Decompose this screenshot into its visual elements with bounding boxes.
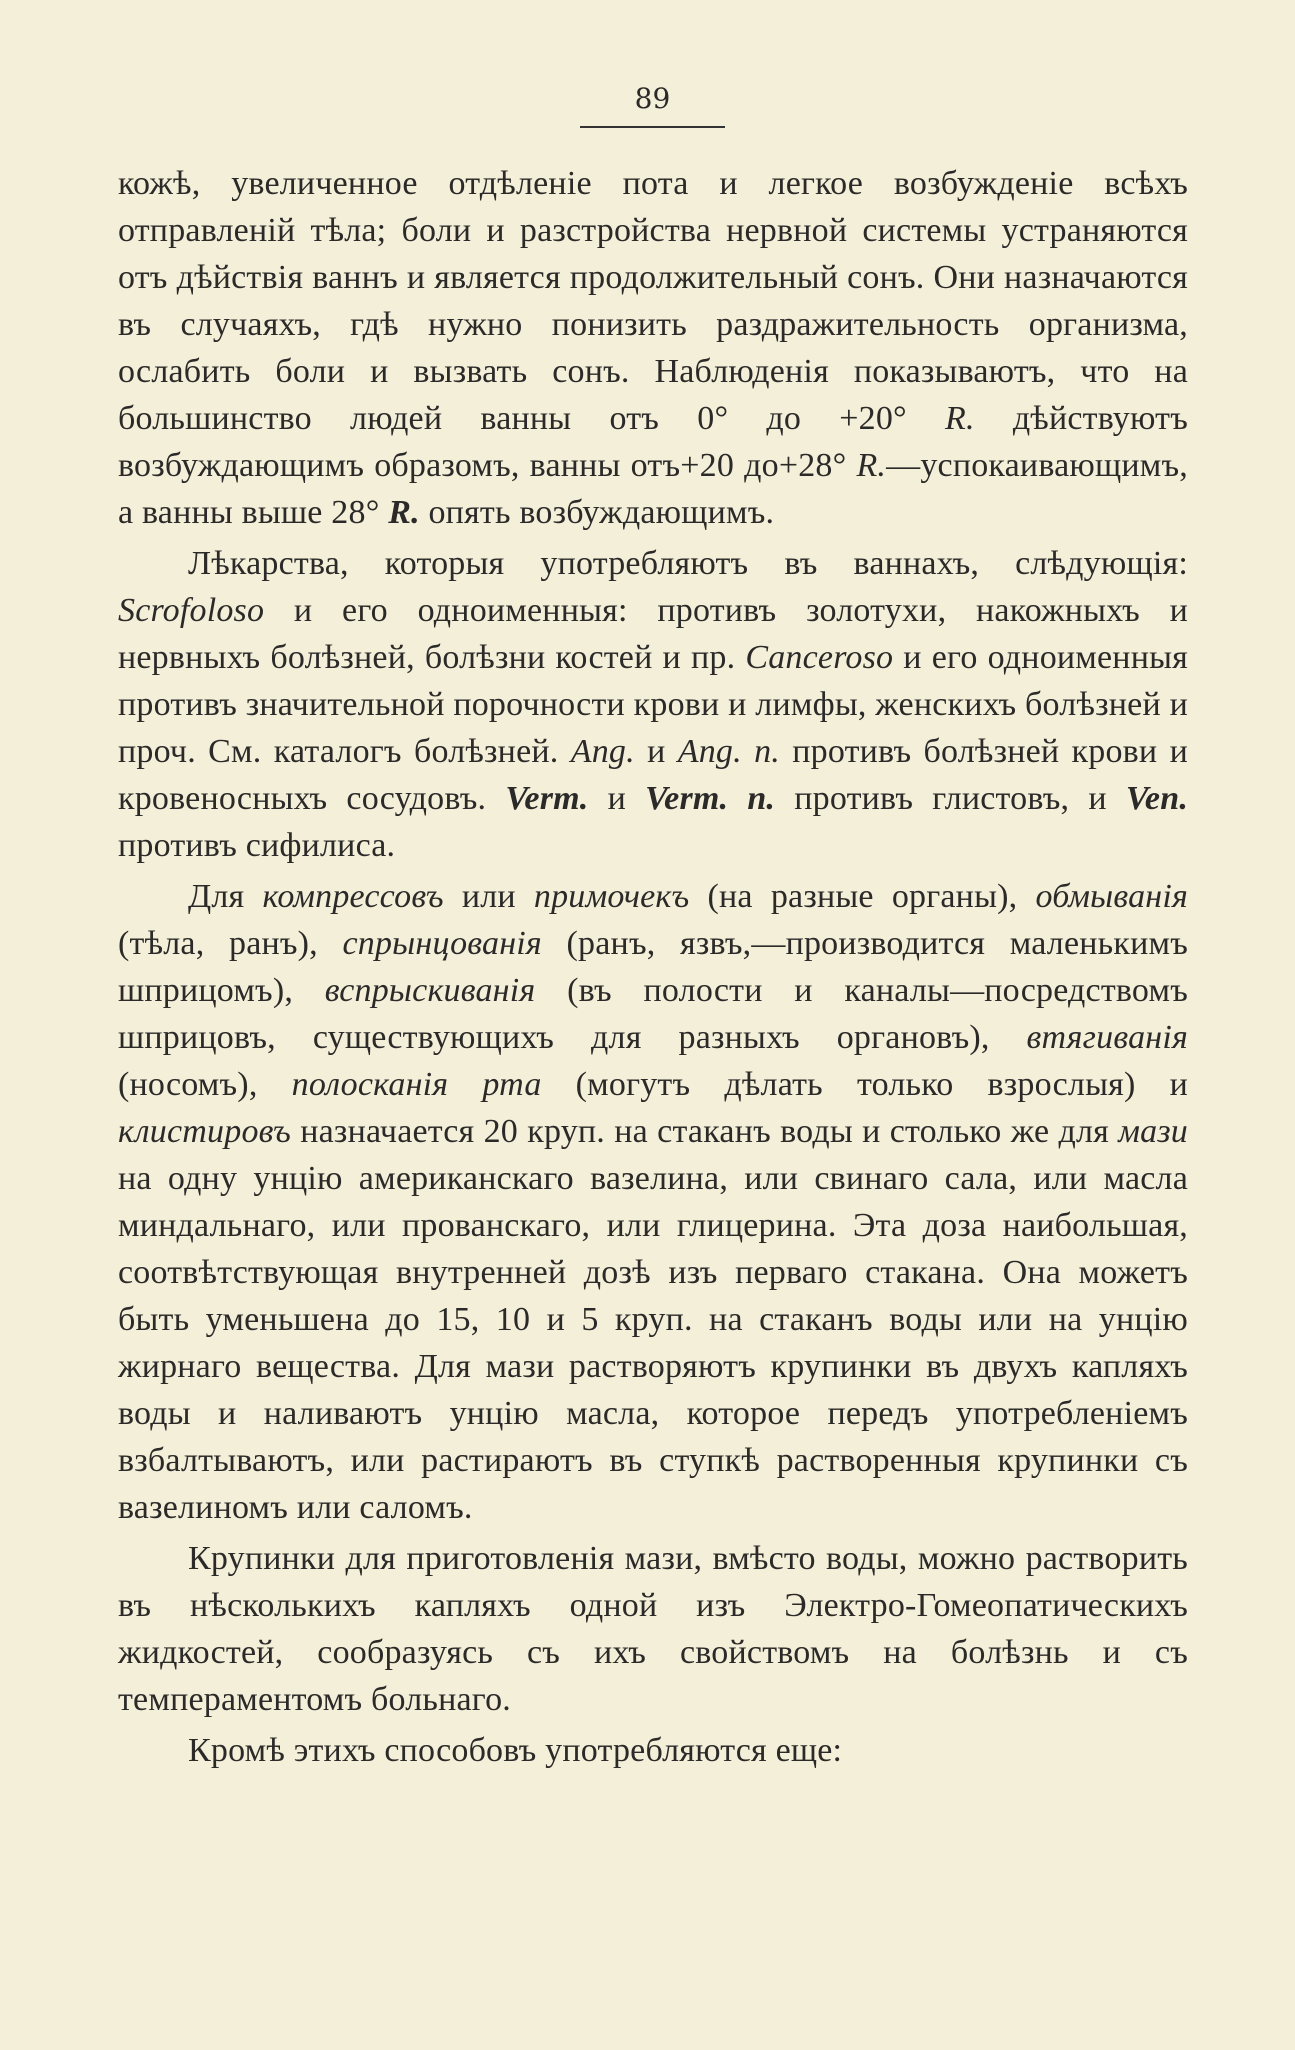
body-text xyxy=(118,160,1188,1774)
text-run: противъ сифилиса. xyxy=(118,827,396,864)
italic-term: R. xyxy=(856,447,887,484)
text-run: Для xyxy=(188,878,263,915)
text-run: кожѣ, увеличенное отдѣленіе пота и легкое возбужденіе всѣхъ отправленій тѣла; боли и разстройства нервной системы устраняются отъ дѣйствія ваннъ и является продолжительный сонъ. Они назначаются въ случаяхъ, гдѣ нужно понизить раздражительность организма, ослабить боли и вызвать сонъ. Наблюденія показываютъ, что на большинство людей ванны отъ 0° до +20° xyxy=(118,165,1188,437)
text-run: опять возбуждающимъ. xyxy=(419,494,775,531)
text-run: и его одноименныя: противъ золотухи, накожныхъ и нервныхъ болѣзней, болѣзни костей и пр. xyxy=(118,592,1188,676)
text-run: (ранъ, язвъ,—производится маленькимъ шприцомъ), xyxy=(118,925,1188,1009)
text-run: Лѣкарства, которыя употребляютъ въ ваннахъ, слѣдующія: xyxy=(188,545,1188,582)
bold-italic-term: Verm. n. xyxy=(645,780,776,817)
text-run: (могутъ дѣлать только взрослыя) и xyxy=(541,1066,1188,1103)
italic-term: Canceroso xyxy=(745,639,894,676)
italic-term: примочекъ xyxy=(533,878,690,915)
text-run: или xyxy=(443,878,534,915)
text-run: (на разные органы), xyxy=(689,878,1036,915)
text-run: Крупинки для приготовленія мази, вмѣсто воды, можно растворить въ нѣсколькихъ капляхъ одной изъ Электро-Гомеопатическихъ жидкостей, сообразуясь съ ихъ свойствомъ на болѣзнь и съ темпераментомъ больнаго. xyxy=(118,1540,1188,1718)
italic-term: вспрыскиванія xyxy=(324,972,536,1009)
italic-term: Scrofoloso xyxy=(118,592,265,629)
paragraph xyxy=(118,160,1188,536)
text-run: (въ полости и каналы—посредствомъ шприцовъ, существующихъ для разныхъ органовъ), xyxy=(118,972,1188,1056)
italic-term: Ang. xyxy=(570,733,635,770)
text-run: и xyxy=(634,733,678,770)
bold-italic-term: Verm. xyxy=(505,780,589,817)
italic-term: мази xyxy=(1118,1113,1188,1150)
paragraph xyxy=(118,873,1188,1531)
bold-italic-term: Ven. xyxy=(1125,780,1189,817)
text-run: на одну унцію американскаго вазелина, или свинаго сала, или масла миндальнаго, или прованскаго, или глицерина. Эта доза наибольшая, соотвѣтствующая внутренней дозѣ изъ перваго стакана. Она можетъ быть уменьшена до 15, 10 и 5 круп. на стаканъ воды или на унцію жирнаго вещества. Для мази растворяютъ крупинки въ двухъ капляхъ воды и наливаютъ унцію масла, которое передъ употребленіемъ взбалтываютъ, или растираютъ въ ступкѣ растворенныя крупинки съ вазелиномъ или саломъ. xyxy=(118,1160,1188,1526)
text-run: —успокаивающимъ, а ванны выше 28° xyxy=(118,447,1188,531)
italic-term: R. xyxy=(944,400,975,437)
text-run: Кромѣ этихъ способовъ употребляются еще: xyxy=(188,1732,843,1769)
italic-term: компрессовъ xyxy=(262,878,444,915)
text-run: и его одноименныя противъ значительной порочности крови и лимфы, женскихъ болѣзней и проч. См. каталогъ болѣзней. xyxy=(118,639,1188,770)
text-run: (носомъ), xyxy=(118,1066,292,1103)
text-run: противъ болѣзней крови и кровеносныхъ сосудовъ. xyxy=(118,733,1188,817)
italic-term: спрынцованія xyxy=(342,925,542,962)
header-rule xyxy=(580,126,725,128)
italic-term: Ang. n. xyxy=(677,733,780,770)
text-run: и xyxy=(588,780,646,817)
paragraph xyxy=(118,540,1188,869)
paragraph xyxy=(118,1727,1188,1774)
paragraph xyxy=(118,1535,1188,1723)
text-run: назначается 20 круп. на стаканъ воды и столько же для xyxy=(291,1113,1119,1150)
italic-term: втягиванія xyxy=(1026,1019,1188,1056)
italic-term: клистировъ xyxy=(118,1113,292,1150)
bold-italic-term: R. xyxy=(388,494,420,531)
text-run: противъ глистовъ, и xyxy=(775,780,1126,817)
text-run: дѣйствуютъ возбуждающимъ образомъ, ванны отъ+20 до+28° xyxy=(118,400,1189,484)
italic-term: полосканія рта xyxy=(291,1066,542,1103)
italic-term: обмыванія xyxy=(1035,878,1188,915)
text-run: (тѣла, ранъ), xyxy=(118,925,343,962)
page-number: 89 xyxy=(634,82,671,115)
